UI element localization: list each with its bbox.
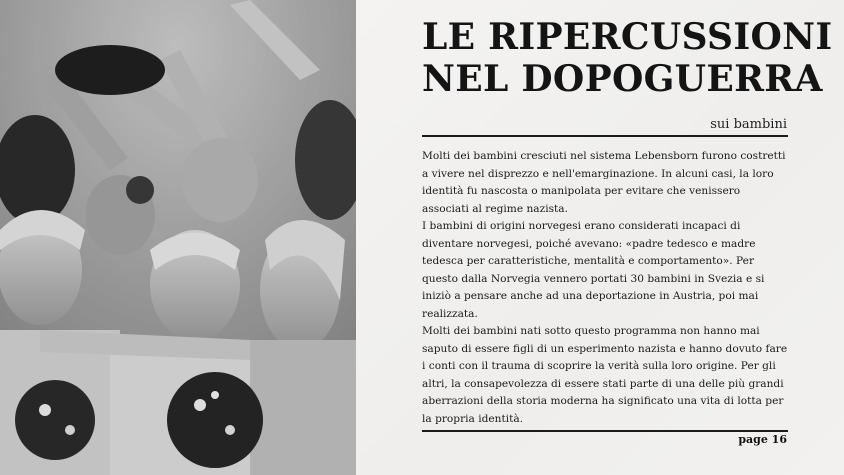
- children-saluting-photo-illustration: [0, 0, 356, 475]
- page-subtitle: sui bambini: [710, 117, 787, 132]
- page-title: [422, 16, 842, 100]
- paragraph-2: I bambini di origini norvegesi erano considerati incapaci di diventare norvegesi, poiché avevano: «padre tedesco e madre tedesca per caratteristiche, mentalità e comportamento». Per questo dalla Norvegia vennero portati 30 bambini in Svezia e si iniziò a pensare anche ad una deportazione in Austria, poi mai realizzata.: [422, 220, 765, 320]
- title-line-2: NEL DOPOGUERRA: [422, 58, 823, 100]
- article-panel: [356, 0, 844, 475]
- bottom-divider: [422, 430, 788, 432]
- paragraph-1: Molti dei bambini cresciuti nel sistema Lebensborn furono costretti a vivere nel disprezzo e nell'emarginazione. In alcuni casi, la loro identità fu nascosta o manipolata per evitare che venissero associati al regime nazista.: [422, 150, 786, 215]
- historical-photo: [0, 0, 356, 475]
- paragraph-3: Molti dei bambini nati sotto questo programma non hanno mai saputo di essere figli di un esperimento nazista e hanno dovuto fare i conti con il trauma di scoprire la verità sulla loro origine. Per gli altri, la consapevolezza di essere stati parte di una delle più grandi aberrazioni della storia moderna ha significato una vita di lotta per la propria identità.: [422, 325, 788, 425]
- article-body: [422, 148, 790, 428]
- top-divider: [422, 135, 788, 137]
- page-number: page 16: [738, 433, 787, 446]
- title-line-1: LE RIPERCUSSIONI: [422, 16, 833, 58]
